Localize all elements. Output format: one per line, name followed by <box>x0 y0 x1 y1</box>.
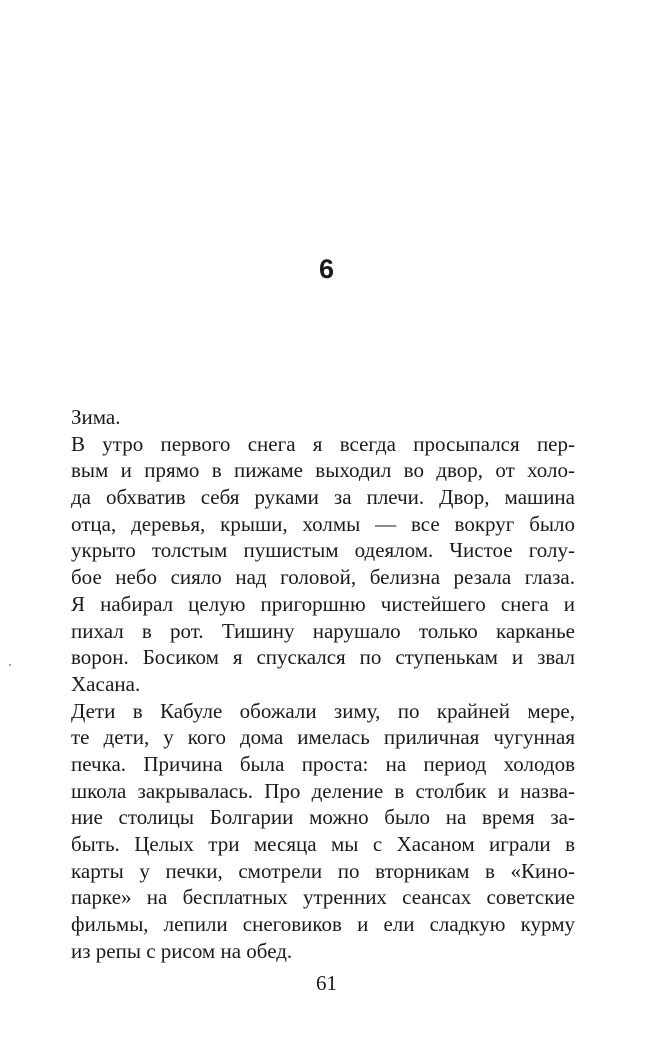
chapter-number: 6 <box>318 254 335 284</box>
paragraph-1-line: Хасана. <box>71 671 141 696</box>
paragraph-2-line: парке» на бесплатных утренних сеансах советские <box>71 885 575 910</box>
paragraph-heading <box>71 404 575 431</box>
paragraph-2-line: школа закрывалась. Про деление в столбик и назва- <box>71 778 575 803</box>
paragraph-1-line: да обхватив себя руками за плечи. Двор, машина <box>71 485 575 510</box>
paragraph-1-line: укрыто толстым пушистым одеялом. Чистое голу- <box>71 538 575 563</box>
paragraph-2 <box>71 698 575 965</box>
paragraph-1-line: бое небо сияло над головой, белизна резала глаза. <box>71 565 575 590</box>
paragraph-2-line: из репы с рисом на обед. <box>71 938 293 963</box>
paragraph-1-line: ворон. Босиком я спускался по ступенькам и звал <box>71 645 575 670</box>
paragraph-1-line: пихал в рот. Тишину нарушало только карканье <box>71 618 575 643</box>
paragraph-1 <box>71 431 575 698</box>
paragraph-2-line: быть. Целых три месяца мы с Хасаном играли в <box>71 832 575 856</box>
body-text <box>71 404 575 964</box>
paragraph-2-line: печка. Причина была проста: на период холодов <box>71 751 575 776</box>
paragraph-1-line: Я набирал целую пригоршню чистейшего снега и <box>71 591 575 616</box>
paragraph-1-line: вым и прямо в пижаме выходил во двор, от холо- <box>71 458 575 483</box>
heading-line: Зима. <box>71 405 121 429</box>
paragraph-2-line: ние столицы Болгарии можно было на время за- <box>71 805 575 830</box>
paragraph-1-line: отца, деревья, крыши, холмы — все вокруг было <box>71 511 575 536</box>
paragraph-2-line: карты у печки, смотрели по вторникам в «Кино- <box>71 858 575 883</box>
paragraph-2-line: фильмы, лепили снеговиков и ели сладкую курму <box>71 912 575 937</box>
page-number: 61 <box>316 971 337 995</box>
paragraph-1-line: В утро первого снега я всегда просыпался пер- <box>71 431 575 456</box>
scan-speck <box>9 664 11 666</box>
paragraph-2-line: Дети в Кабуле обожали зиму, по крайней мере, <box>71 698 575 723</box>
paragraph-2-line: те дети, у кого дома имелась приличная чугунная <box>71 725 575 750</box>
